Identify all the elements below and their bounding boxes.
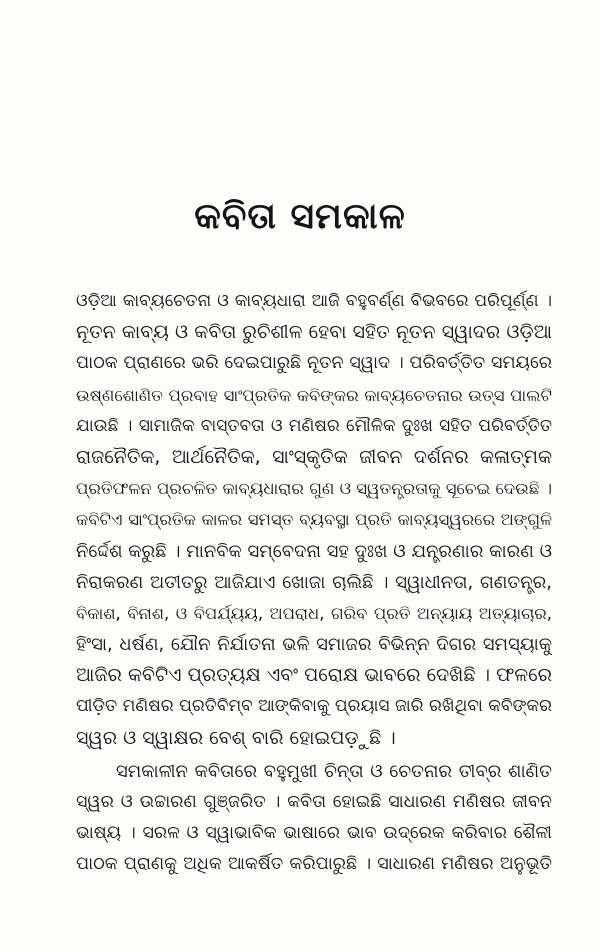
text-line: ଯାଉଛି । ସାମାଜିକ ବାସ୍ତବତା ଓ ମଣିଷର ମୌଳିକ ଦୁଃଖ ସହିତ ପରିବର୍ତ୍ତିତ: [76, 415, 552, 436]
text-line: ନିର୍ଦ୍ଦେଶ କରୁଛି । ମାନବିକ ସମ୍ବେଦନା ସହ ଦୁଃଖ ଓ ଯନ୍ତ୍ରଣାର କାରଣ ଓ: [76, 540, 552, 562]
text-line: ରାଜନୈତିକ, ଆର୍ଥନୈତିକ, ସାଂସ୍କୃତିକ ଜୀବନ ଦର୍ଶନର କଳାତ୍ମକ: [76, 445, 552, 468]
body-text: [76, 286, 552, 881]
text-line: ଆଜିର କବିଟିଏ ପ୍ରତ୍ୟକ୍ଷ ଏବଂ ପରୋକ୍ଷ ଭାବରେ ଦେଖିଛି । ଫଳରେ: [76, 664, 552, 687]
chapter-title: କବିତା ସମକାଳ: [194, 196, 406, 237]
text-line: ନିରାକରଣ ଅତୀତରୁ ଆଜିଯାଏ ଖୋଜା ଚାଲିଛି । ସ୍ୱାଧୀନତା, ଗଣତନ୍ତ୍ର,: [76, 571, 552, 593]
text-line: ପ୍ରତିଫଳନ ପ୍ରଚଳିତ କାବ୍ୟଧାରାର ଗୁଣ ଓ ସ୍ୱତନ୍ତ୍ରତାକୁ ସୂଚେଇ ଦେଉଛି ।: [76, 479, 552, 499]
text-line: ପୀଡ଼ିତ ମଣିଷର ପ୍ରତିବିମ୍ବ ଆଙ୍କିବାକୁ ପ୍ରୟାସ ଜାରି ରଖିଥିବା କବିଙ୍କର: [76, 696, 552, 717]
text-line: ହିଂସା, ଧର୍ଷଣ, ଯୌନ ନିର୍ଯାତନା ଭଳି ସମାଜର ବିଭିନ୍ନ ଦିଗର ସମସ୍ୟାକୁ: [76, 634, 552, 656]
text-line: ସ୍ୱର ଓ ସ୍ୱାକ୍ଷର ବେଶ୍ ବାରି ହୋଇପଡ଼ୁଛି ।: [76, 726, 396, 749]
text-line: କବିଟିଏ ସାଂପ୍ରତିକ କାଳର ସମସ୍ତ ବ୍ୟବସ୍ଥା ପ୍ରତି କାବ୍ୟସ୍ୱରରେ ଅଙ୍ଗୁଳି: [76, 510, 552, 530]
text-line: ପାଠକ ପ୍ରାଣରେ ଭରି ଦେଇପାରୁଛି ନୂତନ ସ୍ୱାଦ । ପରିବର୍ତ୍ତିତ ସମୟରେ: [76, 353, 552, 374]
text-line: ଓଡ଼ିଆ କାବ୍ୟଚେତନା ଓ କାବ୍ୟଧାରା ଆଜି ବହୁବର୍ଣ୍ଣ ବିଭବରେ ପରିପୂର୍ଣ୍ଣ ।: [76, 291, 552, 311]
text-line: ଭାଷ୍ୟ । ସରଳ ଓ ସ୍ୱାଭାବିକ ଭାଷାରେ ଭାବ ଉଦ୍ରେକ କରିବାର ଶୈଳୀ: [76, 823, 552, 844]
text-line: ସମକାଳୀନ କବିତାରେ ବହୁମୁଖୀ ଚିନ୍ତା ଓ ଚେତନାର ତୀବ୍ର ଶାଣିତ: [116, 760, 552, 782]
text-line: ବିକାଶ, ବିନାଶ, ଓ ବିପର୍ଯ୍ୟୟ, ଅପରାଧ, ଗରିବ ପ୍ରତି ଅନ୍ୟାୟ ଅତ୍ୟାଚାର,: [76, 603, 552, 623]
text-line: ପାଠକ ପ୍ରାଣକୁ ଅଧିକ ଆକର୍ଷିତ କରିପାରୁଛି । ସାଧାରଣ ମଣିଷର ଅନୁଭୂତି: [76, 854, 552, 875]
text-line: ସ୍ୱର ଓ ଉଚ୍ଚାରଣ ଗୁଞ୍ଜରିତ । କବିତା ହୋଇଛି ସାଧାରଣ ମଣିଷର ଜୀବନ: [76, 792, 552, 812]
text-line: ଉଷ୍ଣଶୋଣିତ ପ୍ରବାହ ସାଂପ୍ରତିକ କବିଙ୍କର କାବ୍ୟଚେତନାର ଉତ୍ସ ପାଲଟି: [76, 385, 552, 405]
text-line: ନୂତନ କାବ୍ୟ ଓ କବିତା ରୁଚିଶୀଳ ହେବା ସହିତ ନୂତନ ସ୍ୱାଦର ଓଡ଼ିଆ: [76, 321, 552, 344]
